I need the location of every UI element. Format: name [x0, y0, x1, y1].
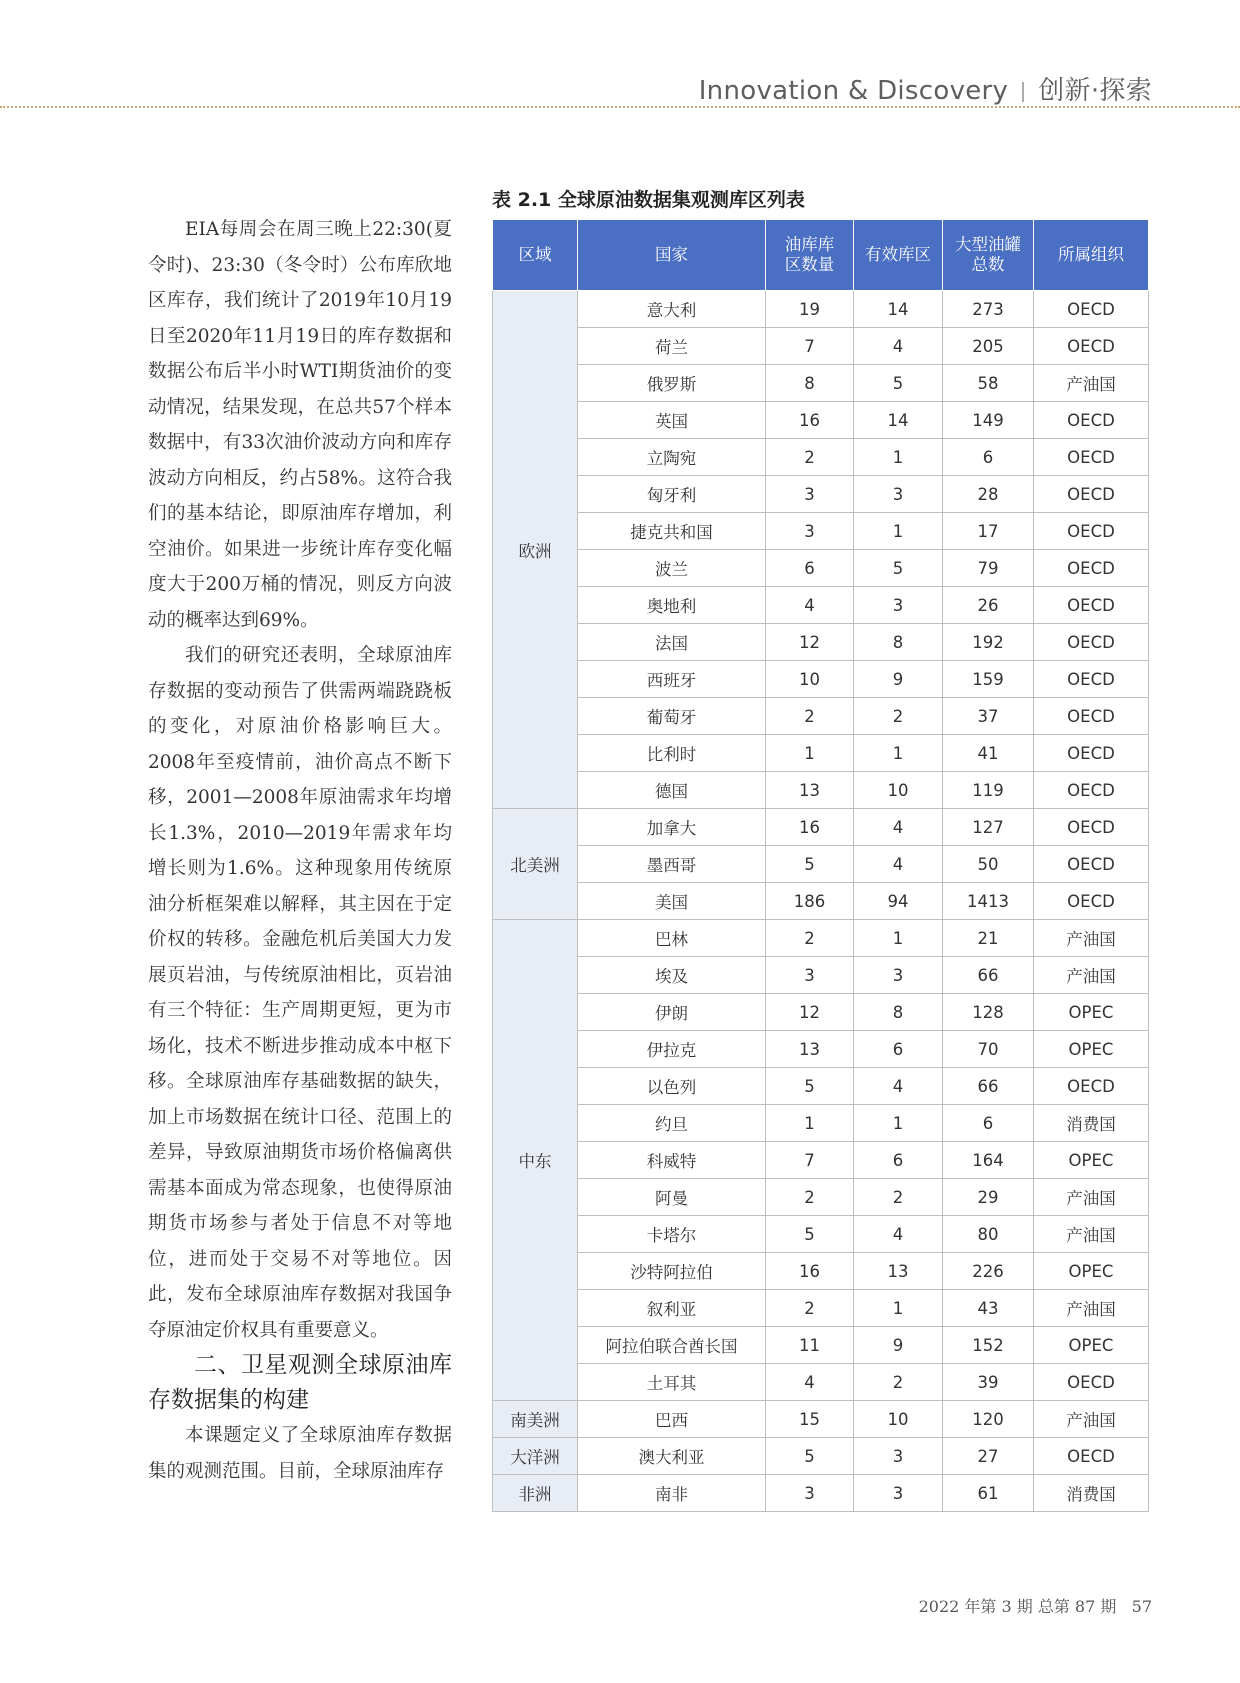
- tank-count-cell: 164: [943, 1142, 1034, 1179]
- depot-count-cell: 3: [766, 957, 854, 994]
- column-header-text: 大型油罐: [955, 235, 1021, 254]
- depot-count-cell: 16: [766, 1253, 854, 1290]
- valid-depot-cell: 9: [854, 661, 943, 698]
- depot-count-cell: 1: [766, 1105, 854, 1142]
- header-divider: [0, 106, 1240, 108]
- valid-depot-cell: 4: [854, 328, 943, 365]
- region-cell: 北美洲: [493, 809, 578, 920]
- tank-count-cell: 127: [943, 809, 1034, 846]
- valid-depot-cell: 4: [854, 846, 943, 883]
- tank-count-cell: 17: [943, 513, 1034, 550]
- country-cell: 澳大利亚: [578, 1438, 766, 1475]
- table-title: 表 2.1 全球原油数据集观测库区列表: [492, 189, 805, 211]
- table-row: [493, 587, 1149, 624]
- page-header: [0, 70, 1240, 106]
- table-row: [493, 883, 1149, 920]
- depot-count-cell: 13: [766, 772, 854, 809]
- tank-count-cell: 70: [943, 1031, 1034, 1068]
- tank-count-cell: 1413: [943, 883, 1034, 920]
- tank-count-cell: 80: [943, 1216, 1034, 1253]
- header-chinese: 创新·探索: [1038, 76, 1152, 106]
- tank-count-cell: 58: [943, 365, 1034, 402]
- depot-count-cell: 1: [766, 735, 854, 772]
- depot-count-cell: 11: [766, 1327, 854, 1364]
- country-cell: 意大利: [578, 291, 766, 328]
- organization-cell: OECD: [1034, 809, 1149, 846]
- column-header: [943, 220, 1034, 291]
- oil-depot-table: [492, 219, 1149, 1512]
- valid-depot-cell: 3: [854, 1475, 943, 1512]
- article-body: [148, 212, 452, 1489]
- country-cell: 荷兰: [578, 328, 766, 365]
- depot-count-cell: 15: [766, 1401, 854, 1438]
- organization-cell: OECD: [1034, 476, 1149, 513]
- page-footer: [919, 1594, 1152, 1617]
- column-header: [766, 220, 854, 291]
- organization-cell: 消费国: [1034, 1105, 1149, 1142]
- table-row: [493, 772, 1149, 809]
- table-header-row: [493, 220, 1149, 291]
- country-cell: 葡萄牙: [578, 698, 766, 735]
- organization-cell: OPEC: [1034, 1142, 1149, 1179]
- column-header-text: 区数量: [784, 255, 835, 274]
- organization-cell: OECD: [1034, 587, 1149, 624]
- column-header: [854, 220, 943, 291]
- column-header: [578, 220, 766, 291]
- organization-cell: OECD: [1034, 772, 1149, 809]
- valid-depot-cell: 94: [854, 883, 943, 920]
- depot-count-cell: 2: [766, 439, 854, 476]
- tank-count-cell: 61: [943, 1475, 1034, 1512]
- valid-depot-cell: 4: [854, 809, 943, 846]
- tank-count-cell: 205: [943, 328, 1034, 365]
- region-cell: 中东: [493, 920, 578, 1401]
- country-cell: 科威特: [578, 1142, 766, 1179]
- valid-depot-cell: 1: [854, 735, 943, 772]
- country-cell: 波兰: [578, 550, 766, 587]
- issue-info: 2022 年第 3 期 总第 87 期: [918, 1597, 1117, 1616]
- table-row: [493, 439, 1149, 476]
- region-cell: 南美洲: [493, 1401, 578, 1438]
- valid-depot-cell: 10: [854, 1401, 943, 1438]
- table-row: [493, 661, 1149, 698]
- organization-cell: OECD: [1034, 624, 1149, 661]
- table-row: [493, 550, 1149, 587]
- table-row: [493, 1290, 1149, 1327]
- tank-count-cell: 120: [943, 1401, 1034, 1438]
- depot-count-cell: 16: [766, 809, 854, 846]
- depot-count-cell: 2: [766, 1290, 854, 1327]
- valid-depot-cell: 6: [854, 1142, 943, 1179]
- table-row: [493, 957, 1149, 994]
- valid-depot-cell: 9: [854, 1327, 943, 1364]
- depot-count-cell: 5: [766, 1438, 854, 1475]
- country-cell: 加拿大: [578, 809, 766, 846]
- country-cell: 南非: [578, 1475, 766, 1512]
- table-row: [493, 735, 1149, 772]
- tank-count-cell: 26: [943, 587, 1034, 624]
- organization-cell: 产油国: [1034, 1179, 1149, 1216]
- country-cell: 以色列: [578, 1068, 766, 1105]
- valid-depot-cell: 6: [854, 1031, 943, 1068]
- country-cell: 卡塔尔: [578, 1216, 766, 1253]
- tank-count-cell: 66: [943, 957, 1034, 994]
- depot-count-cell: 13: [766, 1031, 854, 1068]
- page-number: 57: [1131, 1597, 1152, 1616]
- column-header: [1034, 220, 1149, 291]
- country-cell: 伊朗: [578, 994, 766, 1031]
- country-cell: 俄罗斯: [578, 365, 766, 402]
- depot-count-cell: 7: [766, 1142, 854, 1179]
- organization-cell: 产油国: [1034, 1216, 1149, 1253]
- table-row: [493, 1401, 1149, 1438]
- table-row: [493, 846, 1149, 883]
- organization-cell: OPEC: [1034, 1253, 1149, 1290]
- depot-count-cell: 16: [766, 402, 854, 439]
- country-cell: 约旦: [578, 1105, 766, 1142]
- paragraph-1: EIA每周会在周三晚上22:30(夏令时)、23:30（冬令时）公布库欣地区库存，我们统计了2019年10月19日至2020年11月19日的库存数据和数据公布后半小时WTI期货油价的变动情况，结果发现，在总共57个样本数据中，有33次油价波动方向和库存波动方向相反，约占58%。这符合我们的基本结论，即原油库存增加，利空油价。如果进一步统计库存变化幅度大于200万桶的情况，则反方向波动的概率达到69%。: [148, 219, 452, 631]
- organization-cell: 产油国: [1034, 1401, 1149, 1438]
- valid-depot-cell: 14: [854, 291, 943, 328]
- valid-depot-cell: 8: [854, 994, 943, 1031]
- tank-count-cell: 41: [943, 735, 1034, 772]
- table-row: [493, 1142, 1149, 1179]
- organization-cell: OECD: [1034, 402, 1149, 439]
- tank-count-cell: 43: [943, 1290, 1034, 1327]
- column-header-text: 所属组织: [1058, 245, 1124, 264]
- country-cell: 捷克共和国: [578, 513, 766, 550]
- table-row: [493, 1364, 1149, 1401]
- tank-count-cell: 29: [943, 1179, 1034, 1216]
- country-cell: 伊拉克: [578, 1031, 766, 1068]
- valid-depot-cell: 3: [854, 957, 943, 994]
- organization-cell: OECD: [1034, 1068, 1149, 1105]
- tank-count-cell: 39: [943, 1364, 1034, 1401]
- table-row: [493, 1216, 1149, 1253]
- organization-cell: 产油国: [1034, 1290, 1149, 1327]
- depot-count-cell: 186: [766, 883, 854, 920]
- region-cell: 欧洲: [493, 291, 578, 809]
- table-body: [493, 291, 1149, 1512]
- country-cell: 墨西哥: [578, 846, 766, 883]
- country-cell: 匈牙利: [578, 476, 766, 513]
- table-row: [493, 698, 1149, 735]
- organization-cell: OECD: [1034, 883, 1149, 920]
- depot-count-cell: 2: [766, 1179, 854, 1216]
- table-row: [493, 1253, 1149, 1290]
- country-cell: 阿曼: [578, 1179, 766, 1216]
- country-cell: 法国: [578, 624, 766, 661]
- table-row: [493, 1179, 1149, 1216]
- depot-count-cell: 5: [766, 1216, 854, 1253]
- depot-count-cell: 3: [766, 1475, 854, 1512]
- valid-depot-cell: 4: [854, 1068, 943, 1105]
- table-row: [493, 1031, 1149, 1068]
- column-header-text: 有效库区: [865, 245, 931, 264]
- valid-depot-cell: 10: [854, 772, 943, 809]
- organization-cell: OPEC: [1034, 994, 1149, 1031]
- organization-cell: OECD: [1034, 1364, 1149, 1401]
- tank-count-cell: 27: [943, 1438, 1034, 1475]
- country-cell: 美国: [578, 883, 766, 920]
- organization-cell: 消费国: [1034, 1475, 1149, 1512]
- country-cell: 立陶宛: [578, 439, 766, 476]
- tank-count-cell: 273: [943, 291, 1034, 328]
- organization-cell: OPEC: [1034, 1327, 1149, 1364]
- tank-count-cell: 79: [943, 550, 1034, 587]
- tank-count-cell: 6: [943, 439, 1034, 476]
- valid-depot-cell: 2: [854, 1179, 943, 1216]
- depot-count-cell: 7: [766, 328, 854, 365]
- tank-count-cell: 192: [943, 624, 1034, 661]
- valid-depot-cell: 14: [854, 402, 943, 439]
- table-row: [493, 291, 1149, 328]
- valid-depot-cell: 2: [854, 1364, 943, 1401]
- country-cell: 奥地利: [578, 587, 766, 624]
- table-row: [493, 1475, 1149, 1512]
- table-row: [493, 920, 1149, 957]
- table-row: [493, 513, 1149, 550]
- table-row: [493, 809, 1149, 846]
- depot-count-cell: 5: [766, 1068, 854, 1105]
- tank-count-cell: 152: [943, 1327, 1034, 1364]
- table-row: [493, 1068, 1149, 1105]
- country-cell: 阿拉伯联合酋长国: [578, 1327, 766, 1364]
- organization-cell: OECD: [1034, 661, 1149, 698]
- tank-count-cell: 50: [943, 846, 1034, 883]
- tank-count-cell: 6: [943, 1105, 1034, 1142]
- country-cell: 西班牙: [578, 661, 766, 698]
- paragraph-3: 本课题定义了全球原油库存数据集的观测范围。目前，全球原油库存: [148, 1425, 452, 1482]
- valid-depot-cell: 1: [854, 1105, 943, 1142]
- organization-cell: OECD: [1034, 735, 1149, 772]
- depot-count-cell: 19: [766, 291, 854, 328]
- depot-count-cell: 2: [766, 698, 854, 735]
- depot-count-cell: 2: [766, 920, 854, 957]
- depot-count-cell: 12: [766, 994, 854, 1031]
- valid-depot-cell: 1: [854, 920, 943, 957]
- column-header-text: 油库库: [784, 235, 835, 254]
- region-cell: 非洲: [493, 1475, 578, 1512]
- valid-depot-cell: 3: [854, 476, 943, 513]
- tank-count-cell: 119: [943, 772, 1034, 809]
- tank-count-cell: 128: [943, 994, 1034, 1031]
- country-cell: 英国: [578, 402, 766, 439]
- table-row: [493, 1327, 1149, 1364]
- valid-depot-cell: 3: [854, 1438, 943, 1475]
- valid-depot-cell: 1: [854, 1290, 943, 1327]
- region-cell: 大洋洲: [493, 1438, 578, 1475]
- depot-count-cell: 12: [766, 624, 854, 661]
- valid-depot-cell: 2: [854, 698, 943, 735]
- country-cell: 埃及: [578, 957, 766, 994]
- valid-depot-cell: 1: [854, 513, 943, 550]
- tank-count-cell: 66: [943, 1068, 1034, 1105]
- table-row: [493, 328, 1149, 365]
- organization-cell: OECD: [1034, 291, 1149, 328]
- table-row: [493, 994, 1149, 1031]
- country-cell: 叙利亚: [578, 1290, 766, 1327]
- table-row: [493, 624, 1149, 661]
- depot-count-cell: 5: [766, 846, 854, 883]
- country-cell: 德国: [578, 772, 766, 809]
- header-text: [699, 70, 1152, 107]
- depot-count-cell: 10: [766, 661, 854, 698]
- header-english: Innovation & Discovery: [698, 76, 1009, 106]
- section-title: 二、卫星观测全球原油库存数据集的构建: [148, 1352, 452, 1413]
- depot-count-cell: 4: [766, 1364, 854, 1401]
- column-header: [493, 220, 578, 291]
- country-cell: 巴西: [578, 1401, 766, 1438]
- column-header-text: 国家: [655, 245, 688, 264]
- organization-cell: OECD: [1034, 328, 1149, 365]
- country-cell: 巴林: [578, 920, 766, 957]
- organization-cell: 产油国: [1034, 957, 1149, 994]
- table-row: [493, 402, 1149, 439]
- organization-cell: OECD: [1034, 698, 1149, 735]
- tank-count-cell: 226: [943, 1253, 1034, 1290]
- country-cell: 沙特阿拉伯: [578, 1253, 766, 1290]
- table-row: [493, 476, 1149, 513]
- column-header-text: 区域: [518, 245, 552, 264]
- tank-count-cell: 149: [943, 402, 1034, 439]
- organization-cell: OECD: [1034, 846, 1149, 883]
- valid-depot-cell: 13: [854, 1253, 943, 1290]
- table-row: [493, 1105, 1149, 1142]
- valid-depot-cell: 5: [854, 550, 943, 587]
- depot-count-cell: 3: [766, 513, 854, 550]
- country-cell: 土耳其: [578, 1364, 766, 1401]
- organization-cell: OPEC: [1034, 1031, 1149, 1068]
- valid-depot-cell: 4: [854, 1216, 943, 1253]
- valid-depot-cell: 5: [854, 365, 943, 402]
- depot-count-cell: 6: [766, 550, 854, 587]
- table-row: [493, 1438, 1149, 1475]
- paragraph-2: 我们的研究还表明，全球原油库存数据的变动预告了供需两端跷跷板的变化，对原油价格影响巨大。2008年至疫情前，油价高点不断下移，2001—2008年原油需求年均增长1.3%，2010—2019年需求年均增长则为1.6%。这种现象用传统原油分析框架难以解释，其主因在于定价权的转移。金融危机后美国大力发展页岩油，与传统原油相比，页岩油有三个特征：生产周期更短，更为市场化，技术不断进步推动成本中枢下移。全球原油库存基础数据的缺失，加上市场数据在统计口径、范围上的差异，导致原油期货市场价格偏离供需基本面成为常态现象，也使得原油期货市场参与者处于信息不对等地位，进而处于交易不对等地位。因此，发布全球原油库存数据对我国争夺原油定价权具有重要意义。: [148, 645, 452, 1341]
- country-cell: 比利时: [578, 735, 766, 772]
- tank-count-cell: 37: [943, 698, 1034, 735]
- depot-count-cell: 3: [766, 476, 854, 513]
- depot-count-cell: 4: [766, 587, 854, 624]
- organization-cell: OECD: [1034, 513, 1149, 550]
- column-header-text: 总数: [971, 255, 1005, 274]
- header-separator: [1022, 82, 1024, 102]
- tank-count-cell: 159: [943, 661, 1034, 698]
- organization-cell: OECD: [1034, 550, 1149, 587]
- valid-depot-cell: 3: [854, 587, 943, 624]
- organization-cell: OECD: [1034, 1438, 1149, 1475]
- tank-count-cell: 21: [943, 920, 1034, 957]
- table-row: [493, 365, 1149, 402]
- organization-cell: 产油国: [1034, 920, 1149, 957]
- organization-cell: OECD: [1034, 439, 1149, 476]
- depot-count-cell: 8: [766, 365, 854, 402]
- organization-cell: 产油国: [1034, 365, 1149, 402]
- valid-depot-cell: 8: [854, 624, 943, 661]
- valid-depot-cell: 1: [854, 439, 943, 476]
- tank-count-cell: 28: [943, 476, 1034, 513]
